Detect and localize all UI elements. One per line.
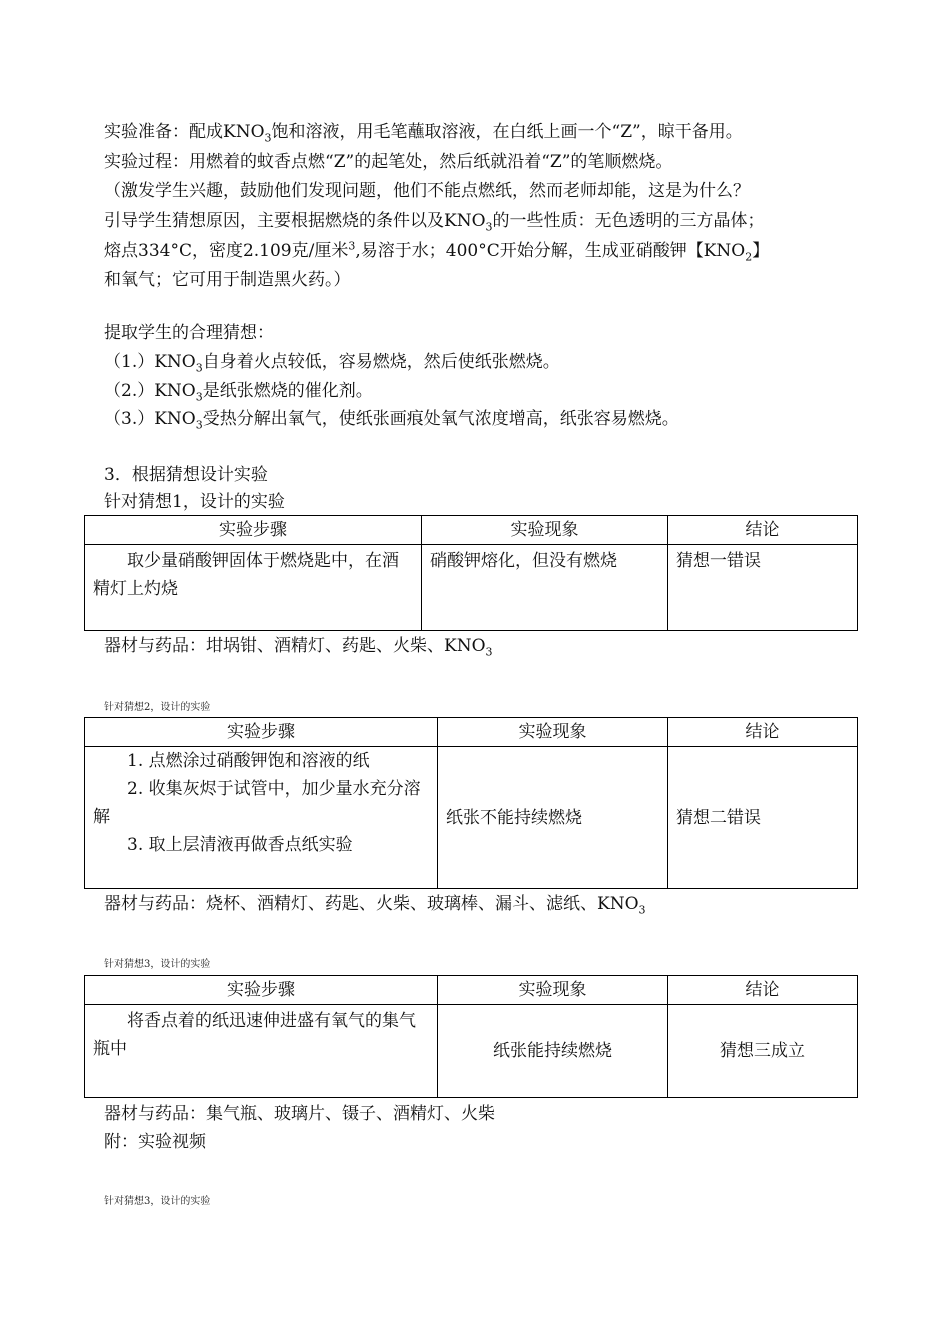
h1-sub: 3 (195, 361, 203, 375)
table-hypothesis-2 (84, 717, 858, 889)
note3-text-b: ,易溶于水；400°C开始分解，生成亚硝酸钾【KNO (355, 241, 746, 261)
note3-text-a: 熔点334°C，密度2.109克/厘米 (104, 241, 349, 261)
prep-text-a: 实验准备：配成KNO (104, 122, 265, 142)
t1-conclusion: 猜想一错误 (668, 545, 858, 631)
table-row (85, 747, 858, 889)
t2-equipment (104, 893, 646, 915)
h2-sub: 3 (195, 390, 203, 404)
t2-conclusion: 猜想二错误 (668, 747, 858, 889)
design1-label: 针对猜想1，设计的实验 (104, 492, 285, 512)
h1-text-b: 自身着火点较低，容易燃烧，然后使纸张燃烧。 (202, 352, 560, 372)
t2-step-3: 3. 取上层清液再做香点纸实验 (127, 835, 353, 855)
table-hypothesis-1 (84, 515, 858, 631)
table-hypothesis-3 (84, 975, 858, 1098)
prep-sub: 3 (264, 131, 272, 145)
t1-step: 取少量硝酸钾固体于燃烧匙中，在酒精灯上灼烧 (85, 545, 422, 631)
t3-equipment: 器材与药品：集气瓶、玻璃片、镊子、酒精灯、火柴 (104, 1104, 495, 1124)
note3-sup: 3 (348, 239, 356, 253)
h3-text-a: （3.）KNO (104, 409, 196, 429)
t3-step: 将香点着的纸迅速伸进盛有氧气的集气瓶中 (85, 1005, 438, 1098)
note-line-4: 和氧气；它可用于制造黑火药。） (104, 270, 351, 290)
note3-sub: 2 (745, 250, 753, 264)
prep-line (104, 121, 743, 143)
prep-text-b: 饱和溶液，用毛笔蘸取溶液，在白纸上画一个“Z”，晾干备用。 (271, 122, 743, 142)
note2-text-b: 的一些性质：无色透明的三方晶体； (492, 211, 765, 231)
h3-text-b: 受热分解出氧气，使纸张画痕处氧气浓度增高，纸张容易燃烧。 (202, 409, 679, 429)
header-conclusion: 结论 (668, 718, 858, 747)
hypothesis-1 (104, 351, 560, 373)
hypothesis-2 (104, 380, 373, 402)
t2-step-1: 1. 点燃涂过硝酸钾饱和溶液的纸 (127, 751, 370, 771)
t2-step-2: 2. 收集灰烬于试管中，加少量水充分溶解 (93, 779, 421, 827)
note-line-2 (104, 210, 765, 232)
t3-phenomenon: 纸张能持续燃烧 (438, 1005, 668, 1098)
note2-sub: 3 (485, 220, 493, 234)
t3-conclusion: 猜想三成立 (668, 1005, 858, 1098)
header-phenomenon: 实验现象 (422, 516, 668, 545)
h2-text-a: （2.）KNO (104, 381, 196, 401)
note3-text-c: 】 (752, 241, 770, 261)
design3-repeat-label: 针对猜想3，设计的实验 (104, 1196, 211, 1207)
table-header-row (85, 718, 858, 747)
hypotheses-title: 提取学生的合理猜想： (104, 323, 274, 343)
table-row (85, 545, 858, 631)
h2-text-b: 是纸张燃烧的催化剂。 (202, 381, 373, 401)
header-conclusion: 结论 (668, 516, 858, 545)
header-steps: 实验步骤 (85, 718, 438, 747)
header-conclusion: 结论 (668, 976, 858, 1005)
design2-label: 针对猜想2，设计的实验 (104, 702, 211, 713)
h3-sub: 3 (195, 418, 203, 432)
t1-equipment-sub: 3 (485, 645, 493, 659)
note-line-3 (104, 240, 769, 262)
design3-label: 针对猜想3，设计的实验 (104, 959, 211, 970)
t2-equipment-text: 器材与药品：烧杯、酒精灯、药匙、火柴、玻璃棒、漏斗、滤纸、KNO (104, 894, 639, 914)
note-line-1: （激发学生兴趣，鼓励他们发现问题，他们不能点燃纸，然而老师却能，这是为什么？ (104, 181, 750, 201)
t1-equipment-text: 器材与药品：坩埚钳、酒精灯、药匙、火柴、KNO (104, 636, 486, 656)
table-row (85, 1005, 858, 1098)
section3-title: 3．根据猜想设计实验 (104, 465, 268, 485)
t2-phenomenon: 纸张不能持续燃烧 (438, 747, 668, 889)
header-steps: 实验步骤 (85, 976, 438, 1005)
process-line: 实验过程：用燃着的蚊香点燃“Z”的起笔处，然后纸就沿着“Z”的笔顺燃烧。 (104, 152, 673, 172)
header-phenomenon: 实验现象 (438, 976, 668, 1005)
table-header-row (85, 976, 858, 1005)
t2-steps (85, 747, 438, 889)
header-phenomenon: 实验现象 (438, 718, 668, 747)
h1-text-a: （1.）KNO (104, 352, 196, 372)
note2-text-a: 引导学生猜想原因，主要根据燃烧的条件以及KNO (104, 211, 486, 231)
appendix-line: 附：实验视频 (104, 1132, 206, 1152)
t2-equipment-sub: 3 (638, 903, 646, 917)
t1-equipment (104, 635, 493, 657)
t1-phenomenon: 硝酸钾熔化，但没有燃烧 (422, 545, 668, 631)
hypothesis-3 (104, 408, 679, 430)
header-steps: 实验步骤 (85, 516, 422, 545)
table-header-row (85, 516, 858, 545)
